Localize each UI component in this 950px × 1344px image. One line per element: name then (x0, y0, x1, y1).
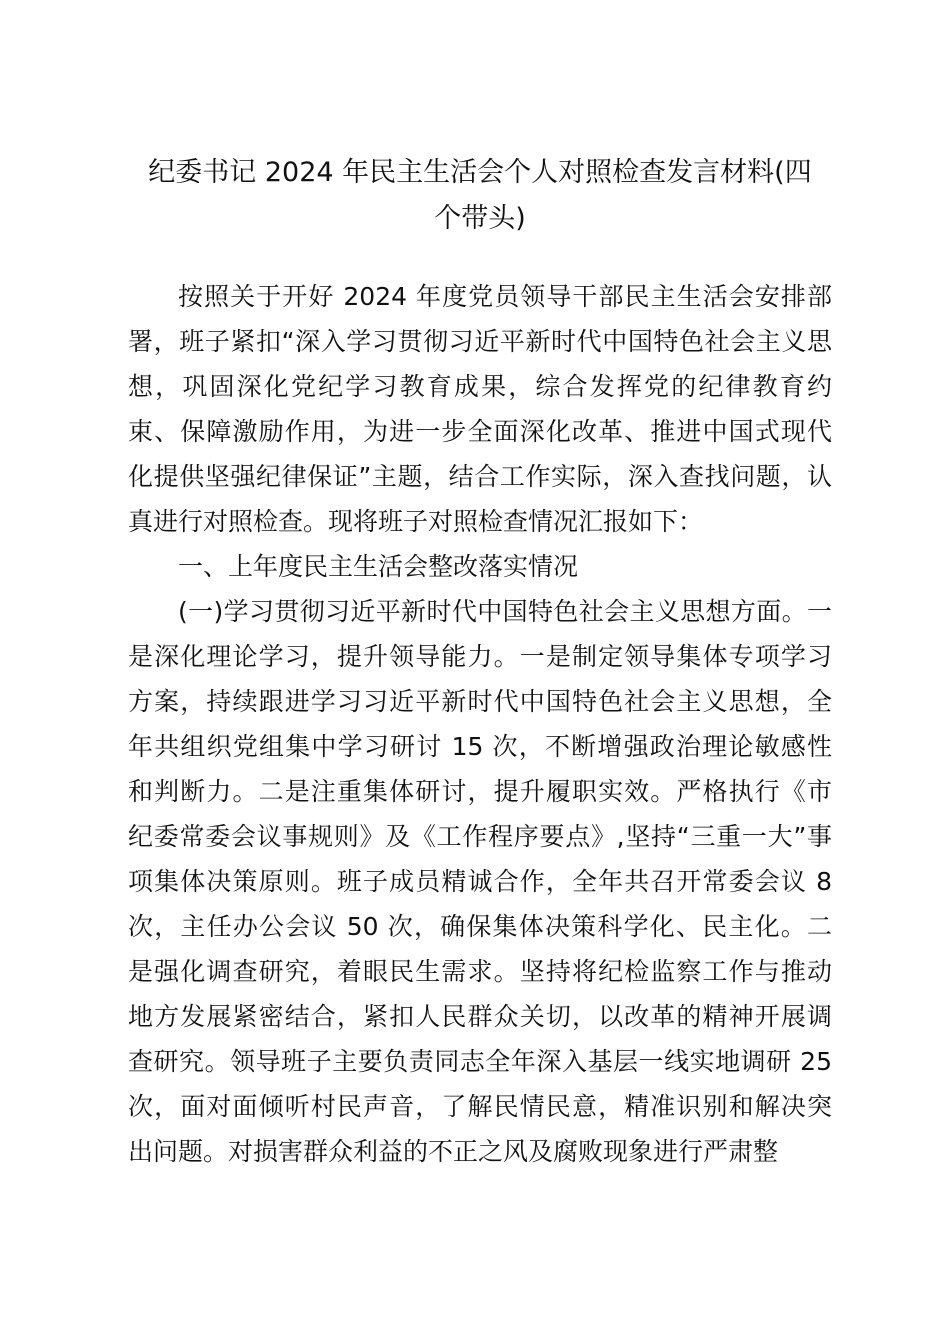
body-line: 纪委常委会议事规则》及《工作程序要点》,坚持“三重一大”事 (128, 822, 832, 851)
body-line: 束、保障激励作用，为进一步全面深化改革、推进中国式现代 (128, 417, 832, 446)
body-line: 年共组织党组集中学习研讨 15 次，不断增强政治理论敏感性 (128, 732, 832, 761)
body-line: 项集体决策原则。班子成员精诚合作，全年共召开常委会议 8 (128, 867, 832, 896)
body-line: 按照关于开好 2024 年度党员领导干部民主生活会安排部 (178, 282, 832, 311)
body-line: 地方发展紧密结合，紧扣人民群众关切，以改革的精神开展调 (128, 1002, 832, 1031)
body-line: 出问题。对损害群众利益的不正之风及腐败现象进行严肃整 (128, 1137, 779, 1166)
body-line: 次，面对面倾听村民声音，了解民情民意，精准识别和解决突 (128, 1092, 832, 1121)
body-line: 化提供坚强纪律保证”主题，结合工作实际，深入查找问题，认 (128, 462, 832, 491)
body-line: 查研究。领导班子主要负责同志全年深入基层一线实地调研 25 (128, 1047, 832, 1076)
body-line: 方案，持续跟进学习习近平新时代中国特色社会主义思想，全 (128, 687, 832, 716)
body-line: 署，班子紧扣“深入学习贯彻习近平新时代中国特色社会主义思 (128, 327, 832, 356)
body-line: 次，主任办公会议 50 次，确保集体决策科学化、民主化。二 (128, 912, 832, 941)
body-line: 和判断力。二是注重集体研讨，提升履职实效。严格执行《市 (128, 777, 832, 806)
document-title-line-1: 纪委书记 2024 年民主生活会个人对照检查发言材料(四 (148, 157, 812, 188)
body-line: 想，巩固深化党纪学习教育成果，综合发挥党的纪律教育约 (128, 372, 832, 401)
body-line: 是强化调查研究，着眼民生需求。坚持将纪检监察工作与推动 (128, 957, 832, 986)
section-heading: 一、上年度民主生活会整改落实情况 (178, 552, 579, 581)
body-line: 是深化理论学习，提升领导能力。一是制定领导集体专项学习 (128, 642, 832, 671)
body-line: 真进行对照检查。现将班子对照检查情况汇报如下： (128, 507, 704, 536)
document-title-line-2: 个带头) (434, 203, 526, 234)
body-line: (一)学习贯彻习近平新时代中国特色社会主义思想方面。一 (178, 597, 832, 626)
